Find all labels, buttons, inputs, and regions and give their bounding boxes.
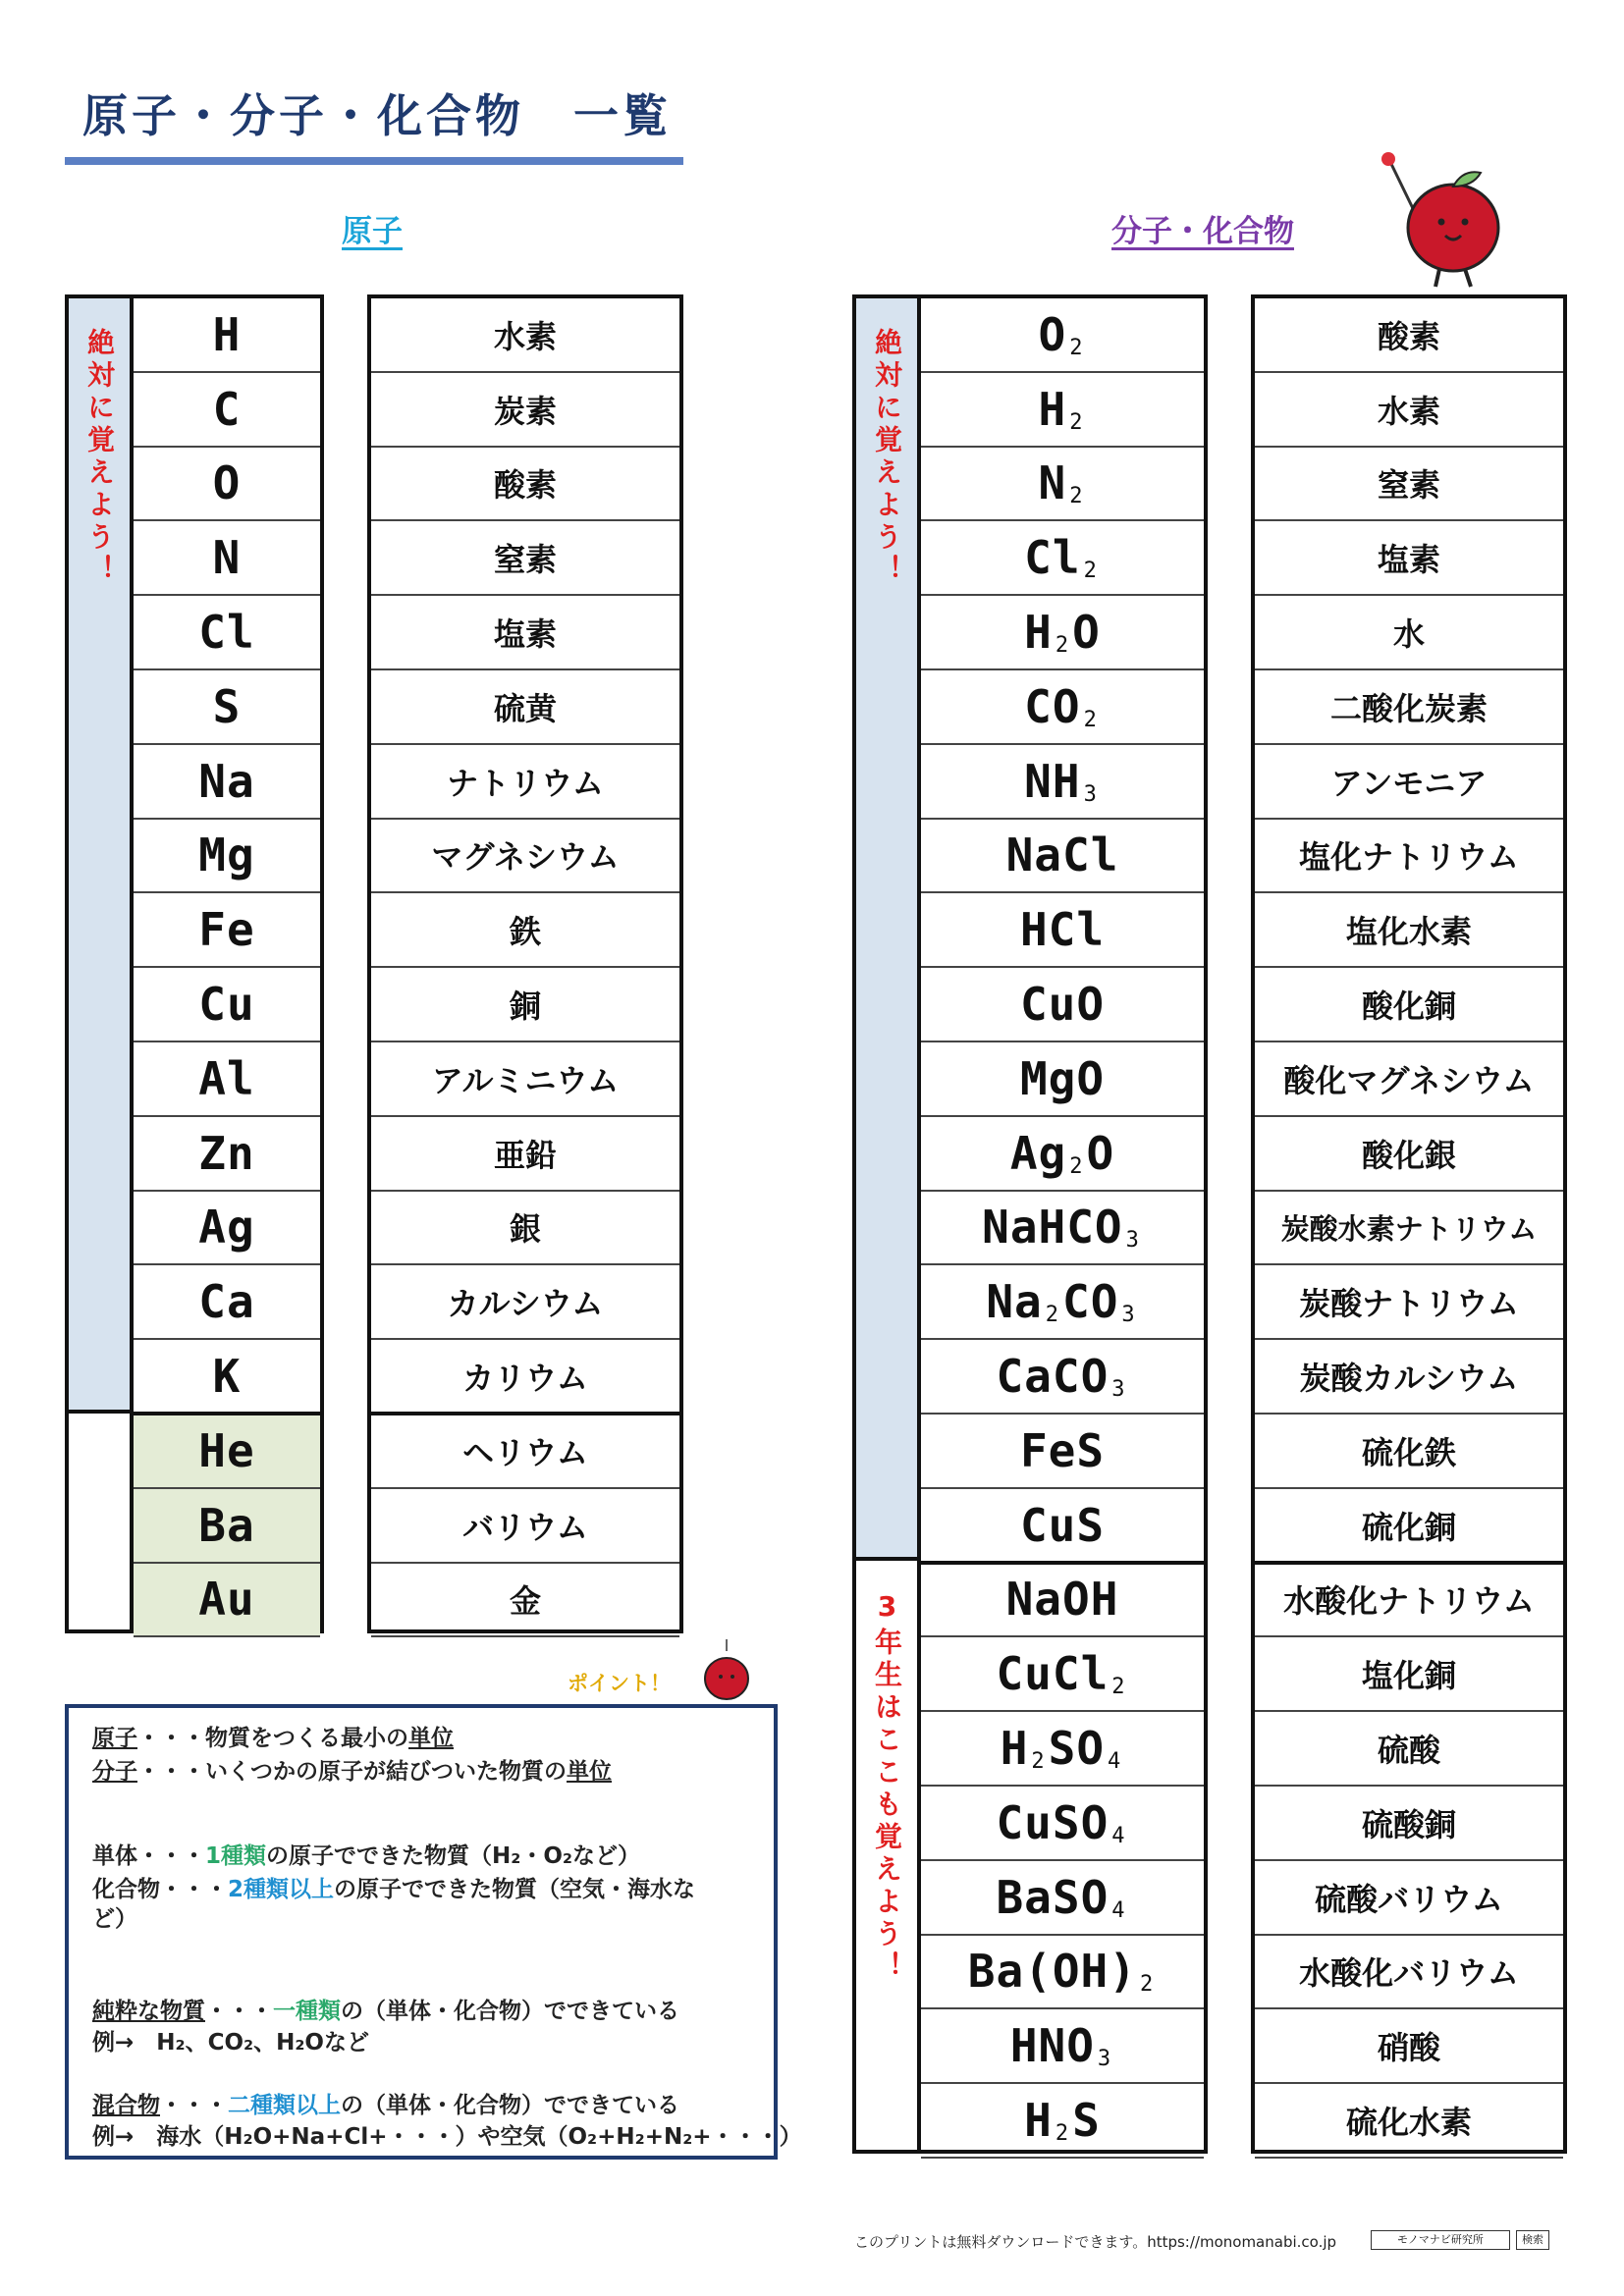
compound-formula-text xyxy=(1020,1052,1105,1105)
atom-name xyxy=(371,1042,679,1117)
formula-subscript: 2 xyxy=(1069,409,1084,435)
formula-part: H xyxy=(1038,382,1067,436)
pure-substance-definition: 純粋な物質・・・一種類の（単体・化合物）でできている xyxy=(92,1999,679,2024)
formula-subscript: 2 xyxy=(1069,335,1084,360)
third-year-side-label xyxy=(852,1557,921,2154)
compound-name xyxy=(1255,298,1563,373)
atom-name xyxy=(371,670,679,745)
compound-formula-text xyxy=(996,1350,1128,1403)
compound-name xyxy=(1255,1192,1563,1266)
atom-symbol-text: He xyxy=(198,1423,255,1477)
compound-formula-column xyxy=(917,294,1208,2154)
compound-name xyxy=(1255,745,1563,820)
section-divider xyxy=(134,1412,320,1415)
compound-name xyxy=(1255,670,1563,745)
atom-name-text: アルミニウム xyxy=(431,1061,620,1099)
compound-formula xyxy=(921,2009,1204,2084)
atom-symbol xyxy=(134,1564,320,1638)
formula-part: BaSO xyxy=(996,1870,1110,1924)
atom-name-text: バリウム xyxy=(462,1508,588,1546)
formula-part: CuS xyxy=(1019,1498,1106,1552)
formula-subscript: 2 xyxy=(1083,559,1098,584)
compound-name xyxy=(1255,1340,1563,1415)
atom-symbol xyxy=(134,521,320,596)
point-label: ポイント！ xyxy=(568,1672,671,1695)
atom-name-text: ナトリウム xyxy=(447,764,604,802)
formula-part: O xyxy=(1086,1126,1115,1180)
formula-part: Na xyxy=(986,1275,1043,1329)
formula-part: CO xyxy=(1024,679,1081,733)
compound-formula-text xyxy=(1039,308,1087,361)
formula-subscript: 4 xyxy=(1111,1823,1126,1848)
atom-symbol-text: Ag xyxy=(198,1201,255,1255)
atoms-heading: 原子 xyxy=(342,214,403,249)
atom-symbol-column xyxy=(130,294,324,1633)
site-name-box[interactable]: モノマナビ研究所 xyxy=(1371,2230,1510,2250)
atom-name-text: マグネシウム xyxy=(431,838,620,877)
compound-formula xyxy=(921,670,1204,745)
compound-formula xyxy=(921,1265,1204,1340)
formula-subscript: 2 xyxy=(1055,2121,1070,2147)
formula-subscript: 2 xyxy=(1045,1303,1059,1328)
compound-name-text: 炭酸カルシウム xyxy=(1299,1360,1519,1398)
formula-part: CO xyxy=(1062,1275,1119,1329)
atom-symbol-text: Ca xyxy=(198,1275,255,1329)
compound-formula xyxy=(921,1192,1204,1266)
formula-subscript: 2 xyxy=(1031,1749,1046,1775)
formula-subscript: 3 xyxy=(1083,781,1098,807)
atom-name-text: 硫黄 xyxy=(493,689,557,727)
atom-symbol xyxy=(134,448,320,522)
atom-name xyxy=(371,448,679,522)
apple-mascot-icon xyxy=(1363,147,1520,294)
compound-formula xyxy=(921,1712,1204,1787)
compound-name-text: 硫化鉄 xyxy=(1361,1433,1456,1471)
compound-formula xyxy=(921,521,1204,596)
formula-part: NaHCO xyxy=(982,1201,1123,1255)
element-definition: 単体・・・1種類の原子でできた物質（H₂・O₂など） xyxy=(92,1843,640,1869)
atom-name xyxy=(371,596,679,670)
compound-name-text: 酸化銅 xyxy=(1361,988,1456,1026)
compound-formula xyxy=(921,373,1204,448)
atom-symbol xyxy=(134,1340,320,1415)
compound-name-text: 酸化マグネシウム xyxy=(1283,1061,1535,1099)
compound-name xyxy=(1255,1265,1563,1340)
compound-name xyxy=(1255,820,1563,894)
compound-name-text: 塩化ナトリウム xyxy=(1299,838,1519,877)
compound-name xyxy=(1255,1117,1563,1192)
atom-name-text: 金 xyxy=(509,1582,541,1621)
atom-symbol xyxy=(134,1117,320,1192)
atom-symbol xyxy=(134,1042,320,1117)
formula-subscript: 2 xyxy=(1083,707,1098,732)
compound-name xyxy=(1255,893,1563,968)
compound-name-text: 硫酸銅 xyxy=(1361,1805,1456,1843)
compound-name xyxy=(1255,1787,1563,1861)
section-divider xyxy=(921,1561,1204,1565)
atom-name xyxy=(371,1117,679,1192)
atom-name xyxy=(371,1564,679,1638)
atom-name-text: ヘリウム xyxy=(462,1433,588,1471)
compound-name-text: 塩化水素 xyxy=(1345,913,1472,951)
formula-subscript: 2 xyxy=(1139,1972,1155,1998)
compound-formula-text xyxy=(996,1647,1128,1700)
atom-symbol xyxy=(134,298,320,373)
formula-subscript: 2 xyxy=(1055,633,1070,659)
compound-formula-text xyxy=(1020,978,1105,1031)
compound-formula-text xyxy=(1010,1127,1114,1180)
atom-symbol xyxy=(134,670,320,745)
formula-part: Ba(OH) xyxy=(967,1945,1137,1999)
compound-formula xyxy=(921,1637,1204,1712)
formula-subscript: 3 xyxy=(1121,1303,1136,1328)
compound-formula-text xyxy=(986,1275,1138,1328)
formula-part: H xyxy=(1024,2094,1053,2148)
atom-name xyxy=(371,1192,679,1266)
compound-formula xyxy=(921,2084,1204,2159)
atom-name xyxy=(371,1265,679,1340)
compound-formula-text xyxy=(1006,828,1119,881)
compound-name-text: 酸素 xyxy=(1377,317,1440,355)
compound-definition-cont: ど） xyxy=(92,1906,137,1932)
compound-name-text: 水素 xyxy=(1377,392,1440,430)
formula-part: NaOH xyxy=(1005,1573,1119,1627)
compound-formula-text xyxy=(982,1201,1143,1254)
atom-definition: 原子・・・物質をつくる最小の単位 xyxy=(92,1726,454,1751)
compound-name-text: アンモニア xyxy=(1330,764,1488,802)
formula-part: H xyxy=(1024,606,1053,660)
atom-name-text: 鉄 xyxy=(509,913,541,951)
atom-symbol-text: Ba xyxy=(198,1498,255,1552)
formula-part: H xyxy=(1000,1722,1029,1776)
compound-name xyxy=(1255,1712,1563,1787)
compound-name xyxy=(1255,2084,1563,2159)
side-label-blank xyxy=(65,1410,134,1633)
formula-part: Ag xyxy=(1009,1126,1067,1180)
compound-definition: 化合物・・・2種類以上の原子でできた物質（空気・海水な xyxy=(92,1877,696,1902)
compound-formula xyxy=(921,1117,1204,1192)
atom-name xyxy=(371,373,679,448)
compound-formula-text xyxy=(1039,383,1087,436)
compound-name-text: 水酸化ナトリウム xyxy=(1283,1582,1535,1621)
atom-name xyxy=(371,1489,679,1564)
formula-part: HNO xyxy=(1009,2019,1095,2073)
formula-part: S xyxy=(1072,2094,1101,2148)
atom-symbol xyxy=(134,1192,320,1266)
compound-name xyxy=(1255,521,1563,596)
atom-symbol-text: Cu xyxy=(198,978,255,1032)
compound-name xyxy=(1255,1564,1563,1638)
atom-symbol-text: C xyxy=(212,382,242,436)
atom-name-text: 塩素 xyxy=(493,615,557,654)
compound-name-text: 二酸化炭素 xyxy=(1329,689,1488,727)
search-button[interactable]: 検索 xyxy=(1516,2230,1549,2250)
formula-subscript: 3 xyxy=(1097,2047,1112,2072)
point-box xyxy=(65,1704,802,2160)
atom-name-text: 水素 xyxy=(493,317,557,355)
atom-name-text: カルシウム xyxy=(447,1285,604,1323)
compound-formula-text xyxy=(1024,755,1101,808)
compound-name xyxy=(1255,1415,1563,1489)
compound-formula-text xyxy=(1039,456,1087,509)
compound-formula xyxy=(921,745,1204,820)
formula-subscript: 2 xyxy=(1069,1153,1084,1179)
molecule-definition: 分子・・・いくつかの原子が結びついた物質の単位 xyxy=(92,1759,612,1785)
compound-name xyxy=(1255,1637,1563,1712)
compound-formula-text xyxy=(1024,680,1101,733)
atom-symbol-text: S xyxy=(212,679,242,733)
atom-symbol xyxy=(134,373,320,448)
compound-name-text: 硝酸 xyxy=(1377,2029,1440,2067)
compound-formula-text xyxy=(1010,2019,1114,2072)
formula-part: HCl xyxy=(1019,903,1106,957)
atom-symbol-text: H xyxy=(212,307,242,361)
formula-part: MgO xyxy=(1019,1051,1106,1105)
compound-name-text: 硫化水素 xyxy=(1345,2104,1472,2142)
compound-formula-text xyxy=(1024,531,1101,584)
atom-symbol-text: Mg xyxy=(198,828,255,882)
section-divider xyxy=(371,1412,679,1415)
atom-name-text: 亜鉛 xyxy=(493,1136,557,1174)
compound-name xyxy=(1255,448,1563,522)
formula-part: Cl xyxy=(1024,531,1081,585)
compound-name-text: 硫化銅 xyxy=(1361,1508,1456,1546)
atom-symbol-text: Au xyxy=(198,1573,255,1627)
atom-name xyxy=(371,745,679,820)
compound-name xyxy=(1255,596,1563,670)
must-remember-text: 絶対に覚えよう！ xyxy=(83,328,116,587)
atom-symbol-text: K xyxy=(212,1350,242,1404)
section-divider xyxy=(1255,1561,1563,1565)
compound-formula xyxy=(921,893,1204,968)
atom-symbol xyxy=(134,1489,320,1564)
compound-formula xyxy=(921,1936,1204,2010)
must-remember-text-2: 絶対に覚えよう！ xyxy=(871,328,903,587)
formula-subscript: 2 xyxy=(1069,484,1084,509)
page-title: 原子・分子・化合物 一覧 xyxy=(82,89,672,142)
formula-subscript: 4 xyxy=(1108,1749,1122,1775)
formula-part: FeS xyxy=(1019,1423,1106,1477)
atom-name-text: 酸素 xyxy=(493,466,557,505)
formula-part: CuSO xyxy=(996,1795,1110,1849)
compound-name-text: 水酸化バリウム xyxy=(1299,1954,1519,1993)
atom-symbol-text: O xyxy=(212,456,242,510)
compound-name-text: 塩化銅 xyxy=(1361,1657,1456,1695)
formula-part: NaCl xyxy=(1005,828,1119,882)
atom-symbol-text: Zn xyxy=(198,1126,255,1180)
compound-formula-text xyxy=(1020,1424,1105,1477)
atom-name xyxy=(371,1415,679,1489)
atom-symbol xyxy=(134,1265,320,1340)
formula-subscript: 2 xyxy=(1111,1675,1126,1700)
compound-formula xyxy=(921,1564,1204,1638)
compound-name xyxy=(1255,1489,1563,1564)
atom-symbol xyxy=(134,1415,320,1489)
compound-name-text: 水 xyxy=(1392,615,1425,654)
compound-formula xyxy=(921,1042,1204,1117)
formula-part: SO xyxy=(1048,1722,1106,1776)
title-underline xyxy=(65,157,683,165)
mixture-example: 例→ 海水（H₂O+Na+Cl+・・・）や空気（O₂+H₂+N₂+・・・） xyxy=(92,2124,802,2150)
compound-formula xyxy=(921,1861,1204,1936)
compound-formula xyxy=(921,596,1204,670)
compound-name xyxy=(1255,1936,1563,2010)
molecules-heading: 分子・化合物 xyxy=(1111,214,1294,249)
third-year-text: 3年生はここも覚えよう！ xyxy=(871,1590,903,1984)
formula-part: O xyxy=(1038,307,1067,361)
compound-name-text: 酸化銀 xyxy=(1361,1136,1456,1174)
atom-name-text: 銀 xyxy=(509,1210,541,1249)
compound-formula-text xyxy=(968,1945,1157,1998)
formula-part: NH xyxy=(1024,754,1081,808)
formula-part: CuCl xyxy=(996,1647,1110,1701)
compound-name-text: 窒素 xyxy=(1377,466,1440,505)
atom-symbol xyxy=(134,596,320,670)
compound-formula-text xyxy=(1020,903,1105,956)
atom-symbol-text: Fe xyxy=(198,903,255,957)
compound-name-text: 塩素 xyxy=(1377,541,1440,579)
formula-part: O xyxy=(1072,606,1101,660)
compound-formula-text xyxy=(996,1796,1128,1849)
atom-name xyxy=(371,298,679,373)
compound-formula xyxy=(921,1787,1204,1861)
atom-name-text: 窒素 xyxy=(493,541,557,579)
compound-name xyxy=(1255,1861,1563,1936)
mixture-definition: 混合物・・・二種類以上の（単体・化合物）でできている xyxy=(92,2093,679,2118)
compound-name xyxy=(1255,2009,1563,2084)
atom-name xyxy=(371,1340,679,1415)
compound-formula xyxy=(921,298,1204,373)
small-apple-icon xyxy=(699,1635,754,1704)
must-remember-side-label xyxy=(65,294,134,1410)
atom-symbol xyxy=(134,968,320,1042)
atom-name xyxy=(371,820,679,894)
footer-text: このプリントは無料ダウンロードできます。https://monomanabi.co.jp xyxy=(854,2233,1337,2251)
compound-formula-text xyxy=(1024,606,1101,659)
compound-name-text: 硫酸バリウム xyxy=(1315,1880,1503,1918)
compound-formula xyxy=(921,820,1204,894)
formula-subscript: 4 xyxy=(1111,1897,1126,1923)
compound-name xyxy=(1255,373,1563,448)
atom-symbol xyxy=(134,745,320,820)
compound-name-column xyxy=(1251,294,1567,2154)
pure-substance-example: 例→ H₂、CO₂、H₂Oなど xyxy=(92,2030,369,2056)
compound-name-text: 炭酸水素ナトリウム xyxy=(1280,1211,1538,1246)
compound-formula xyxy=(921,968,1204,1042)
compound-name-text: 硫酸 xyxy=(1377,1732,1440,1770)
compound-formula-text xyxy=(1001,1722,1125,1775)
compound-formula-text xyxy=(1020,1499,1105,1552)
compound-name xyxy=(1255,1042,1563,1117)
compound-formula xyxy=(921,1489,1204,1564)
formula-part: CaCO xyxy=(996,1350,1110,1404)
must-remember-side-label-2 xyxy=(852,294,921,1559)
atom-symbol-text: Na xyxy=(198,754,255,808)
compound-formula xyxy=(921,448,1204,522)
formula-subscript: 3 xyxy=(1125,1228,1140,1254)
compound-formula-text xyxy=(996,1871,1128,1924)
atom-name-column xyxy=(367,294,683,1633)
atom-name-text: 炭素 xyxy=(493,392,557,430)
atom-name xyxy=(371,521,679,596)
formula-part: CuO xyxy=(1019,978,1106,1032)
compound-formula-text xyxy=(1024,2094,1101,2147)
atom-name xyxy=(371,968,679,1042)
compound-formula-text xyxy=(1006,1573,1119,1626)
formula-subscript: 3 xyxy=(1111,1377,1126,1403)
formula-part: N xyxy=(1038,456,1067,510)
compound-name xyxy=(1255,968,1563,1042)
compound-formula xyxy=(921,1340,1204,1415)
compound-name-text: 炭酸ナトリウム xyxy=(1299,1285,1519,1323)
atom-symbol-text: Cl xyxy=(198,606,255,660)
compound-formula xyxy=(921,1415,1204,1489)
atom-symbol-text: N xyxy=(212,531,242,585)
atom-name-text: カリウム xyxy=(462,1360,588,1398)
atom-name xyxy=(371,893,679,968)
atom-symbol xyxy=(134,893,320,968)
atom-name-text: 銅 xyxy=(509,988,541,1026)
atom-symbol-text: Al xyxy=(198,1051,255,1105)
atom-symbol xyxy=(134,820,320,894)
